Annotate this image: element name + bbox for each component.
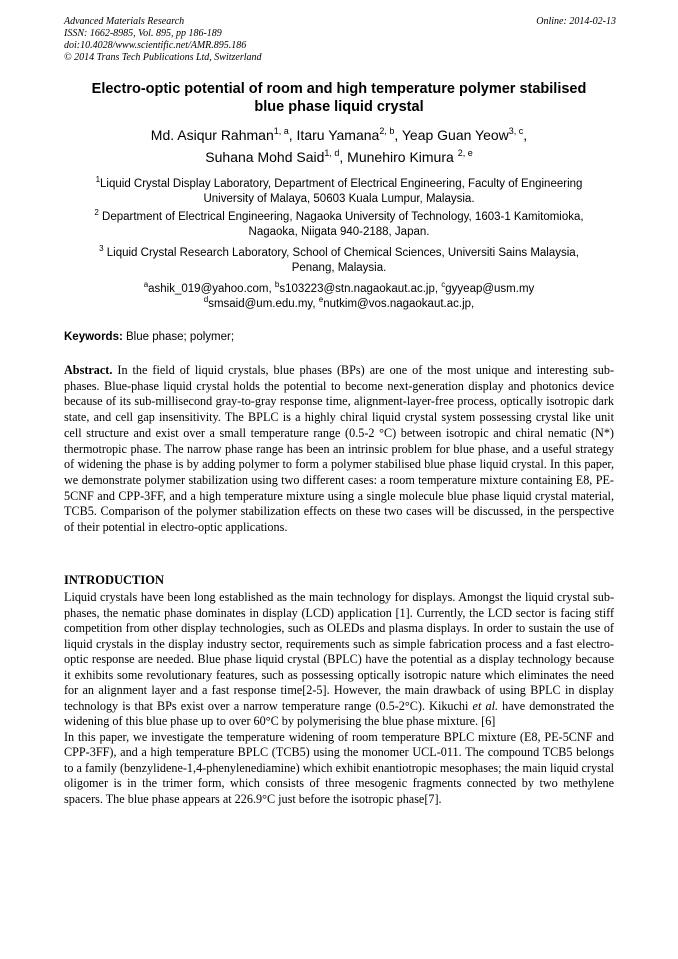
intro-paragraph-2: In this paper, we investigate the temperature widening of room temperature BPLC mixture (E8, PE-5CNF and CPP-3FF), and a high temperature BPLC (TCB5) using the monomer UCL-011. The compound TCB5 belongs to a family (benzylidene-1,4-phenylenediamine) which exhibit enantiotropic mesophases; the main liquid crystal oligomer is in the trimer form, which consists of three mesogenic fragments connected by two methylene spacers. The blue phase appears at 226.9°C just before the isotropic phase[7]. <box>64 729 614 806</box>
email-marker: a <box>143 280 149 289</box>
email-link[interactable]: s103223@stn.nagaokaut.ac.jp, <box>279 283 442 295</box>
paragraph-text: Liquid crystals have been long established as the main technology for displays. Amongst the liquid crystal sub-phases, the nematic phase dominates in display (LCD) application [1]. Currently, the LCD sector is facing stiff competition from other display technologies, such as OLEDs and plasma displays. In order to sustain the use of liquid crystals in the display industry sector, requirements such as simple fabrication process and a fast electro-optic response are needed. Blue phase liquid crystal (BPLC) have the potential as a display technology because it exhibits some revolutionary features, such as possessing optically isotropic nature which eliminates the need for an alignment layer and a fast response time[2-5]. However, the main drawback of using BPLC in display technology is that BPs exist over a narrow temperature range (0.5-2°C). Kikuchi <box>64 590 614 713</box>
affiliation-2 <box>60 210 618 240</box>
issn-line: ISSN: 1662-8985, Vol. 895, pp 186-189 <box>64 28 222 39</box>
email-link[interactable]: nutkim@vos.nagaokaut.ac.jp, <box>323 298 475 310</box>
affiliation-number: 1 <box>95 175 101 184</box>
author-separator: , <box>523 127 528 143</box>
affiliation-number: 3 <box>99 244 104 253</box>
email-marker: e <box>318 295 324 304</box>
section-heading: INTRODUCTION <box>64 573 165 587</box>
author-line-1 <box>40 124 638 146</box>
title-line-2: blue phase liquid crystal <box>254 99 424 115</box>
author-superscript: 3, c <box>508 126 524 136</box>
affiliation-text: Liquid Crystal Display Laboratory, Department of Electrical Engineering, Faculty of Engineering <box>100 178 583 190</box>
title-line-1: Electro-optic potential of room and high temperature polymer stabilised <box>91 81 587 97</box>
author-name: , Itaru Yamana <box>288 127 380 143</box>
author-emails <box>60 282 618 312</box>
keywords-label: Keywords: <box>64 331 123 343</box>
journal-metadata <box>64 16 616 64</box>
paper-title <box>40 80 638 116</box>
affiliation-number: 2 <box>94 208 99 217</box>
affiliation-text: Penang, Malaysia. <box>291 262 387 274</box>
author-superscript: 2, b <box>379 126 395 136</box>
author-list <box>40 124 638 168</box>
author-name: , Munehiro Kimura <box>339 149 458 165</box>
email-marker: b <box>274 280 280 289</box>
affiliation-text: University of Malaya, 50603 Kuala Lumpur, Malaysia. <box>203 193 475 205</box>
keywords-line <box>64 331 234 343</box>
introduction-body <box>64 590 614 807</box>
affiliation-text: Liquid Crystal Research Laboratory, School of Chemical Sciences, Universiti Sains Malaysia, <box>103 247 579 259</box>
affiliation-1 <box>60 177 618 207</box>
author-superscript: 2, e <box>457 148 473 158</box>
affiliation-text: Nagaoka, Niigata 940-2188, Japan. <box>248 226 430 238</box>
intro-paragraph-1 <box>64 590 614 730</box>
author-line-2 <box>40 146 638 168</box>
author-name: Suhana Mohd Said <box>205 149 325 165</box>
author-superscript: 1, d <box>324 148 340 158</box>
email-link[interactable]: gyyeap@usm.my <box>445 283 535 295</box>
abstract-text: In the field of liquid crystals, blue phases (BPs) are one of the most unique and interesting sub-phases. Blue-phase liquid crystal holds the potential to become next-generation display and photonics device because of its sub-millisecond gray-to-gray response time, alignment-layer-free process, optically isotropic dark state, and cell gap insensitivity. The BPLC is a highly chiral liquid crystal system possessing crystal like unit cell structure and exist over a small temperature range (0.5-2 °C) between isotropic and chiral nematic (N*) thermotropic phase. The narrow phase range has been an intrinsic problem for blue phase, and a useful strategy of widening the phase is by adding polymer to form a polymer stabilised blue phase liquid crystal. In this paper, we demonstrate polymer stabilization using two different cases: a room temperature mixture containing E8, PE-5CNF and CPP-3FF, and a high temperature mixture using a single molecule blue phase liquid crystal material, TCB5. Comparison of the polymer stabilization effects on these two cases will be discussed, in the perspective of their potential in electro-optic applications. <box>64 363 614 535</box>
email-marker: d <box>203 295 209 304</box>
email-marker: c <box>441 280 446 289</box>
abstract-label: Abstract. <box>64 363 113 377</box>
paragraph-text: have demonstrated the widening of this blue phase up to over 60°C by polymerising the blue phase mixture. [6] <box>64 698 614 728</box>
affiliation-3 <box>60 246 618 276</box>
author-name: Md. Asiqur Rahman <box>150 127 274 143</box>
author-name: , Yeap Guan Yeow <box>394 127 509 143</box>
online-date: Online: 2014-02-13 <box>536 16 616 27</box>
email-link[interactable]: smsaid@um.edu.my, <box>208 298 319 310</box>
abstract-paragraph <box>64 363 614 536</box>
email-link[interactable]: ashik_019@yahoo.com, <box>148 283 275 295</box>
keywords-text: Blue phase; polymer; <box>122 331 235 343</box>
journal-name: Advanced Materials Research <box>64 16 185 27</box>
affiliation-text: Department of Electrical Engineering, Nagaoka University of Technology, 1603-1 Kamitomioka, <box>98 211 584 223</box>
author-superscript: 1, a <box>273 126 289 136</box>
paragraph-emphasis: et al. <box>472 698 499 713</box>
doi-line: doi:10.4028/www.scientific.net/AMR.895.186 <box>64 40 247 51</box>
copyright-line: © 2014 Trans Tech Publications Ltd, Switzerland <box>64 52 262 63</box>
